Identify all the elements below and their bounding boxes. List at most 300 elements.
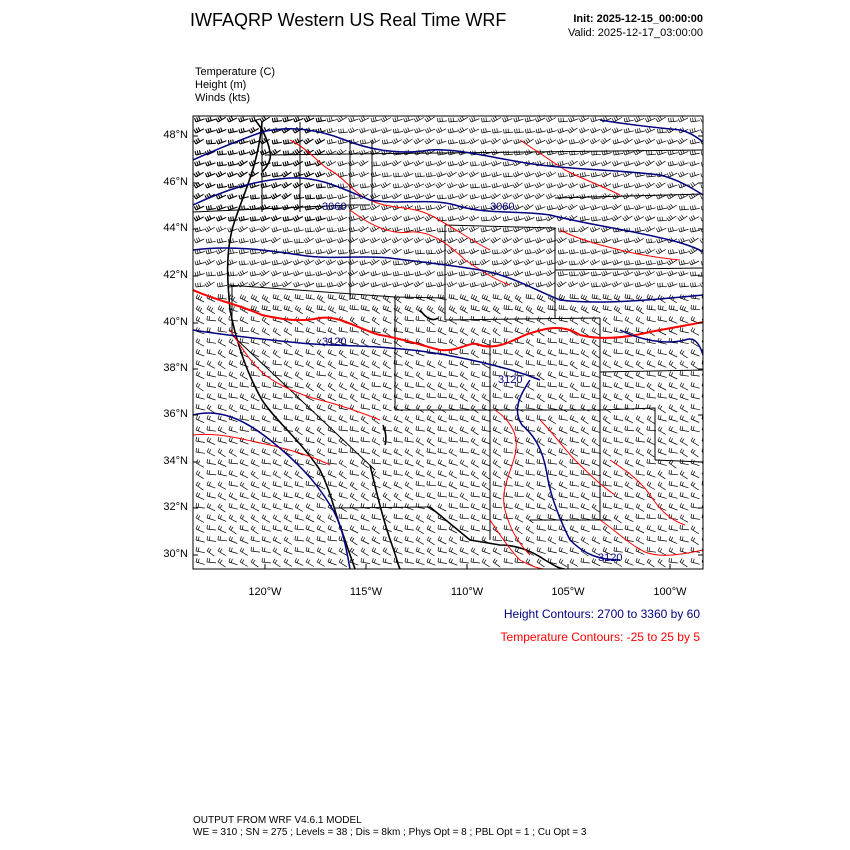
wind-barb [548, 514, 557, 520]
wind-barb [218, 361, 226, 369]
wind-barb [624, 128, 634, 133]
wind-barb [646, 205, 656, 210]
wind-barb [526, 294, 535, 299]
wind-barb [613, 238, 623, 243]
wind-barb [570, 481, 579, 486]
wind-barb [392, 160, 402, 166]
wind-barb [416, 526, 424, 534]
wind-barb [579, 259, 589, 265]
wind-barb [526, 482, 534, 490]
wind-barb [294, 249, 304, 254]
wind-barb [580, 205, 590, 210]
wind-barb [668, 227, 678, 232]
wind-barb [471, 316, 480, 321]
wind-barb [240, 470, 248, 478]
wind-barb [239, 238, 249, 243]
wind-barb [239, 249, 249, 254]
wind-barb [229, 382, 238, 388]
wind-barb [535, 139, 545, 145]
wind-barb [513, 248, 523, 254]
wind-barb [360, 183, 370, 188]
wind-barb [602, 205, 612, 210]
wind-barb [383, 382, 392, 389]
wind-barb [471, 394, 479, 402]
wind-barb [207, 548, 214, 556]
wind-barb [537, 470, 546, 477]
lat-label-30: 30°N [163, 548, 188, 560]
wind-barb [559, 503, 568, 508]
wind-barb [415, 205, 425, 210]
wind-barb [680, 360, 688, 368]
wind-barb [592, 536, 600, 544]
wind-barb [448, 271, 458, 276]
wind-barb [460, 470, 469, 475]
wind-barb [625, 360, 633, 367]
wind-barb [284, 525, 293, 532]
wind-barb [229, 492, 237, 500]
wind-barb [603, 481, 612, 486]
wind-barb [658, 305, 667, 311]
wind-barb [447, 259, 457, 265]
wind-barb [460, 481, 469, 487]
wind-barb [383, 316, 391, 323]
wind-barb [557, 138, 567, 144]
wind-barb [669, 525, 678, 531]
wind-barb [328, 459, 337, 464]
wind-barb [658, 393, 667, 398]
wind-barb [371, 216, 381, 221]
wind-barb [405, 514, 414, 521]
wind-barb [438, 371, 447, 377]
wind-barb [504, 503, 513, 509]
wind-barb [326, 270, 336, 276]
wind-barb [525, 271, 535, 276]
wind-barb [701, 128, 711, 133]
wind-barb [414, 237, 424, 243]
wind-barb [515, 426, 524, 431]
wind-barb [537, 294, 545, 301]
wind-barb [592, 470, 601, 476]
wind-barb [471, 471, 479, 479]
wind-barb [658, 448, 667, 455]
wind-barb [405, 437, 414, 442]
wind-barb [327, 238, 337, 243]
wind-barb [581, 503, 590, 510]
wind-barb [228, 260, 238, 265]
wind-barb [613, 172, 623, 177]
wind-barb [228, 249, 238, 254]
wind-barb [273, 481, 282, 487]
wind-barb [317, 383, 325, 391]
wind-barb [645, 248, 655, 254]
wind-barb [546, 281, 556, 287]
wind-barb [262, 470, 271, 476]
wind-barb [669, 536, 677, 543]
wind-barb [491, 237, 501, 243]
wind-barb [350, 437, 359, 442]
wind-barb [262, 515, 270, 523]
wind-barb [481, 194, 491, 199]
wind-barb [382, 161, 392, 166]
wind-barb [491, 215, 501, 221]
wind-barb [669, 316, 677, 323]
wind-barb [337, 281, 347, 287]
wind-barb [306, 327, 315, 334]
wind-barb [645, 117, 655, 123]
wind-barb [240, 536, 248, 543]
wind-barb [469, 138, 479, 144]
wind-barb [350, 294, 359, 300]
wind-barb [361, 393, 370, 399]
wind-barb [536, 260, 546, 265]
wind-barb [669, 547, 677, 555]
wind-barb [669, 448, 678, 453]
wind-barb [579, 128, 589, 134]
wind-barb [625, 492, 634, 497]
wind-barb [317, 515, 325, 523]
wind-barb [526, 493, 534, 501]
wind-barb [372, 382, 381, 387]
wind-barb [240, 548, 248, 556]
wind-barb [647, 536, 656, 542]
wind-barb [238, 226, 248, 232]
wind-barb [317, 427, 324, 435]
wind-barb [535, 238, 545, 244]
wind-barb [239, 216, 249, 221]
wind-barb [680, 459, 689, 465]
wind-barb [240, 393, 248, 400]
wind-barb [381, 259, 391, 265]
wind-barb [614, 316, 623, 321]
wind-barb [701, 216, 711, 221]
wind-barb [372, 547, 380, 554]
wind-barb [416, 250, 425, 254]
wind-barb [438, 426, 447, 431]
wind-barb [537, 503, 546, 509]
wind-barb [636, 525, 644, 533]
wind-barb [273, 350, 281, 358]
wind-barb [196, 415, 204, 422]
wind-barb [228, 128, 238, 133]
wind-barb [282, 171, 292, 177]
wind-barb [691, 514, 700, 519]
height-label-3060-west: 3060 [322, 201, 347, 213]
wind-barb [678, 138, 688, 144]
wind-barb [251, 294, 259, 302]
wind-barb [381, 116, 391, 122]
wind-barb [603, 437, 612, 443]
wind-barb [658, 427, 666, 435]
wind-barb [282, 281, 292, 287]
wind-barb [623, 215, 633, 221]
wind-barb [416, 558, 425, 565]
wind-barb [491, 116, 501, 122]
wind-barb [635, 260, 645, 265]
wind-barb [360, 139, 370, 144]
wind-barb [218, 404, 227, 411]
wind-barb [524, 216, 534, 221]
wind-barb [447, 183, 457, 189]
wind-barb [449, 415, 458, 420]
wind-barb [513, 171, 523, 177]
wind-barb [339, 350, 347, 358]
wind-barb [647, 316, 656, 322]
wind-barb [636, 514, 645, 519]
wind-barb [328, 515, 336, 523]
wind-barb [559, 448, 568, 454]
wind-barb [371, 117, 381, 122]
wind-barb [537, 394, 545, 402]
wind-barb [272, 139, 282, 144]
wind-barb [273, 328, 281, 336]
wind-barb [492, 183, 502, 188]
wind-barb [438, 536, 446, 544]
wind-barb [438, 470, 447, 477]
wind-barb [591, 161, 601, 166]
wind-barb [691, 449, 699, 457]
wind-barb [326, 160, 336, 166]
wind-barb [272, 282, 282, 287]
wind-barb [350, 525, 358, 533]
wind-barb [206, 117, 216, 122]
wind-barb [614, 426, 623, 432]
wind-barb [261, 260, 271, 265]
wind-barb [669, 481, 678, 486]
wind-barb [513, 193, 523, 199]
wind-barb [492, 260, 502, 265]
wind-barb [548, 382, 557, 387]
wind-barb [251, 195, 260, 200]
wind-barb [416, 372, 424, 380]
wind-barb [383, 470, 392, 476]
wind-barb [635, 282, 645, 287]
wind-barb [459, 139, 469, 144]
wind-barb [317, 547, 325, 555]
wind-barb [338, 227, 348, 232]
wind-barb [196, 349, 204, 356]
wind-barb [196, 283, 205, 288]
wind-barb [645, 127, 655, 133]
wind-barb [392, 138, 402, 144]
wind-barb [557, 182, 567, 188]
wind-barb [526, 437, 534, 444]
wind-barb [515, 404, 523, 411]
wind-barb [481, 128, 491, 133]
wind-barb [206, 128, 216, 133]
wind-barb [482, 437, 491, 444]
wind-barb [581, 514, 590, 519]
wind-barb [304, 138, 314, 144]
wind-barb [306, 525, 315, 532]
wind-barb [295, 481, 304, 487]
wind-barb [603, 503, 612, 508]
wind-barb [229, 470, 238, 477]
wind-barb [647, 383, 655, 391]
wind-barb [669, 503, 678, 510]
wind-barb [315, 226, 325, 232]
wind-barb [262, 426, 271, 432]
wind-barb [436, 204, 446, 210]
wind-barb [515, 350, 523, 358]
wind-barb [207, 415, 216, 422]
wind-barb [579, 271, 589, 276]
wind-barb [273, 492, 281, 499]
wind-barb [580, 183, 590, 188]
wind-barb [207, 140, 216, 144]
wind-barb [262, 482, 270, 490]
wind-barb [558, 128, 568, 133]
wind-barb [416, 460, 424, 468]
wind-barb [448, 194, 458, 199]
wind-barb [679, 271, 689, 276]
wind-barb [339, 471, 347, 479]
wind-barb [284, 437, 293, 442]
wind-barb [196, 294, 204, 302]
wind-barb [482, 482, 490, 490]
wind-barb [591, 117, 601, 122]
lat-label-40: 40°N [163, 316, 188, 328]
wind-barb [470, 271, 480, 276]
wind-barb [392, 193, 402, 199]
wind-barb [339, 415, 347, 422]
wind-barb [427, 338, 436, 343]
wind-barb [240, 372, 248, 380]
wind-barb [205, 215, 215, 221]
wind-barb [559, 404, 567, 411]
wind-barb [459, 282, 469, 287]
wind-barb [218, 504, 225, 512]
wind-barb [669, 415, 678, 421]
wind-barb [339, 382, 347, 390]
wind-barb [438, 360, 446, 368]
wind-barb [536, 205, 546, 210]
wind-barb [469, 171, 479, 177]
wind-barb [591, 271, 601, 276]
wind-barb [482, 294, 490, 301]
wind-barb [493, 492, 502, 499]
wind-barb [570, 383, 578, 391]
wind-barb [680, 525, 689, 530]
wind-barb [449, 558, 457, 565]
wind-barb [603, 361, 611, 369]
wind-barb [526, 339, 534, 347]
wind-barb [636, 427, 643, 435]
wind-barb [328, 448, 337, 454]
wind-barb [658, 382, 666, 390]
wind-barb [449, 503, 458, 508]
wind-barb [460, 493, 468, 501]
wind-barb [513, 204, 523, 210]
wind-barb [570, 415, 578, 422]
wind-barb [305, 271, 315, 276]
wind-barb [427, 360, 435, 367]
wind-barb [327, 117, 337, 122]
wind-barb [393, 271, 403, 276]
wind-barb [239, 150, 249, 155]
wind-barb [493, 317, 501, 325]
wind-barb [205, 226, 215, 232]
wind-barb [625, 371, 633, 378]
wind-barb [537, 525, 546, 530]
wind-barb [482, 459, 491, 466]
wind-barb [427, 306, 435, 314]
wind-barb [328, 404, 336, 411]
wind-barb [295, 514, 304, 520]
wind-barb [647, 449, 654, 457]
wind-barb [568, 160, 578, 166]
wind-barb [700, 237, 710, 243]
wind-barb [612, 161, 622, 166]
wind-barb [272, 172, 282, 177]
lon-label-120: 120°W [248, 586, 282, 598]
wind-barb [526, 404, 535, 409]
wind-barb [438, 405, 446, 413]
wind-barb [612, 204, 622, 210]
wind-barb [482, 371, 491, 377]
wind-barb [645, 182, 655, 188]
wind-barb [690, 161, 700, 166]
wind-barb [405, 382, 414, 388]
wind-barb [504, 360, 513, 365]
wind-barb [394, 459, 403, 465]
wind-barb [603, 317, 611, 325]
wind-barb [328, 383, 335, 391]
wind-barb [526, 415, 535, 421]
wind-barb [504, 437, 513, 443]
wind-barb [250, 216, 260, 221]
wind-barb [504, 151, 513, 155]
wind-barb [592, 393, 601, 399]
wind-barb [251, 481, 259, 488]
wind-barb [460, 514, 469, 519]
wind-barb [284, 349, 293, 355]
wind-barb [656, 182, 666, 188]
wind-barb [381, 182, 391, 188]
wind-barb [691, 438, 699, 446]
wind-barb [217, 205, 227, 210]
wind-barb [261, 194, 271, 199]
wind-barb [559, 460, 567, 468]
wind-barb [525, 128, 535, 133]
wind-barb [425, 127, 435, 133]
wind-barb [460, 558, 469, 563]
wind-barb [284, 393, 293, 398]
wind-barb [196, 503, 205, 508]
wind-barb [680, 438, 688, 446]
wind-barb [295, 404, 304, 411]
wind-barb [636, 558, 645, 565]
wind-barb [393, 183, 403, 188]
wind-barb [636, 459, 644, 466]
wind-barb [513, 270, 523, 276]
wind-barb [284, 371, 292, 378]
wind-barb [625, 294, 634, 299]
wind-barb [690, 227, 700, 232]
wind-barb [668, 249, 678, 254]
wind-barb [427, 383, 435, 391]
wind-barb [636, 371, 644, 378]
wind-barb [669, 514, 678, 519]
wind-barb [361, 349, 369, 357]
wind-barb [471, 371, 480, 378]
wind-barb [548, 459, 557, 464]
wind-barb [359, 215, 369, 221]
wind-barb [427, 492, 436, 499]
wind-barb [359, 171, 369, 177]
wind-barb [635, 227, 645, 232]
wind-barb [348, 237, 358, 243]
wind-barb [658, 360, 666, 367]
